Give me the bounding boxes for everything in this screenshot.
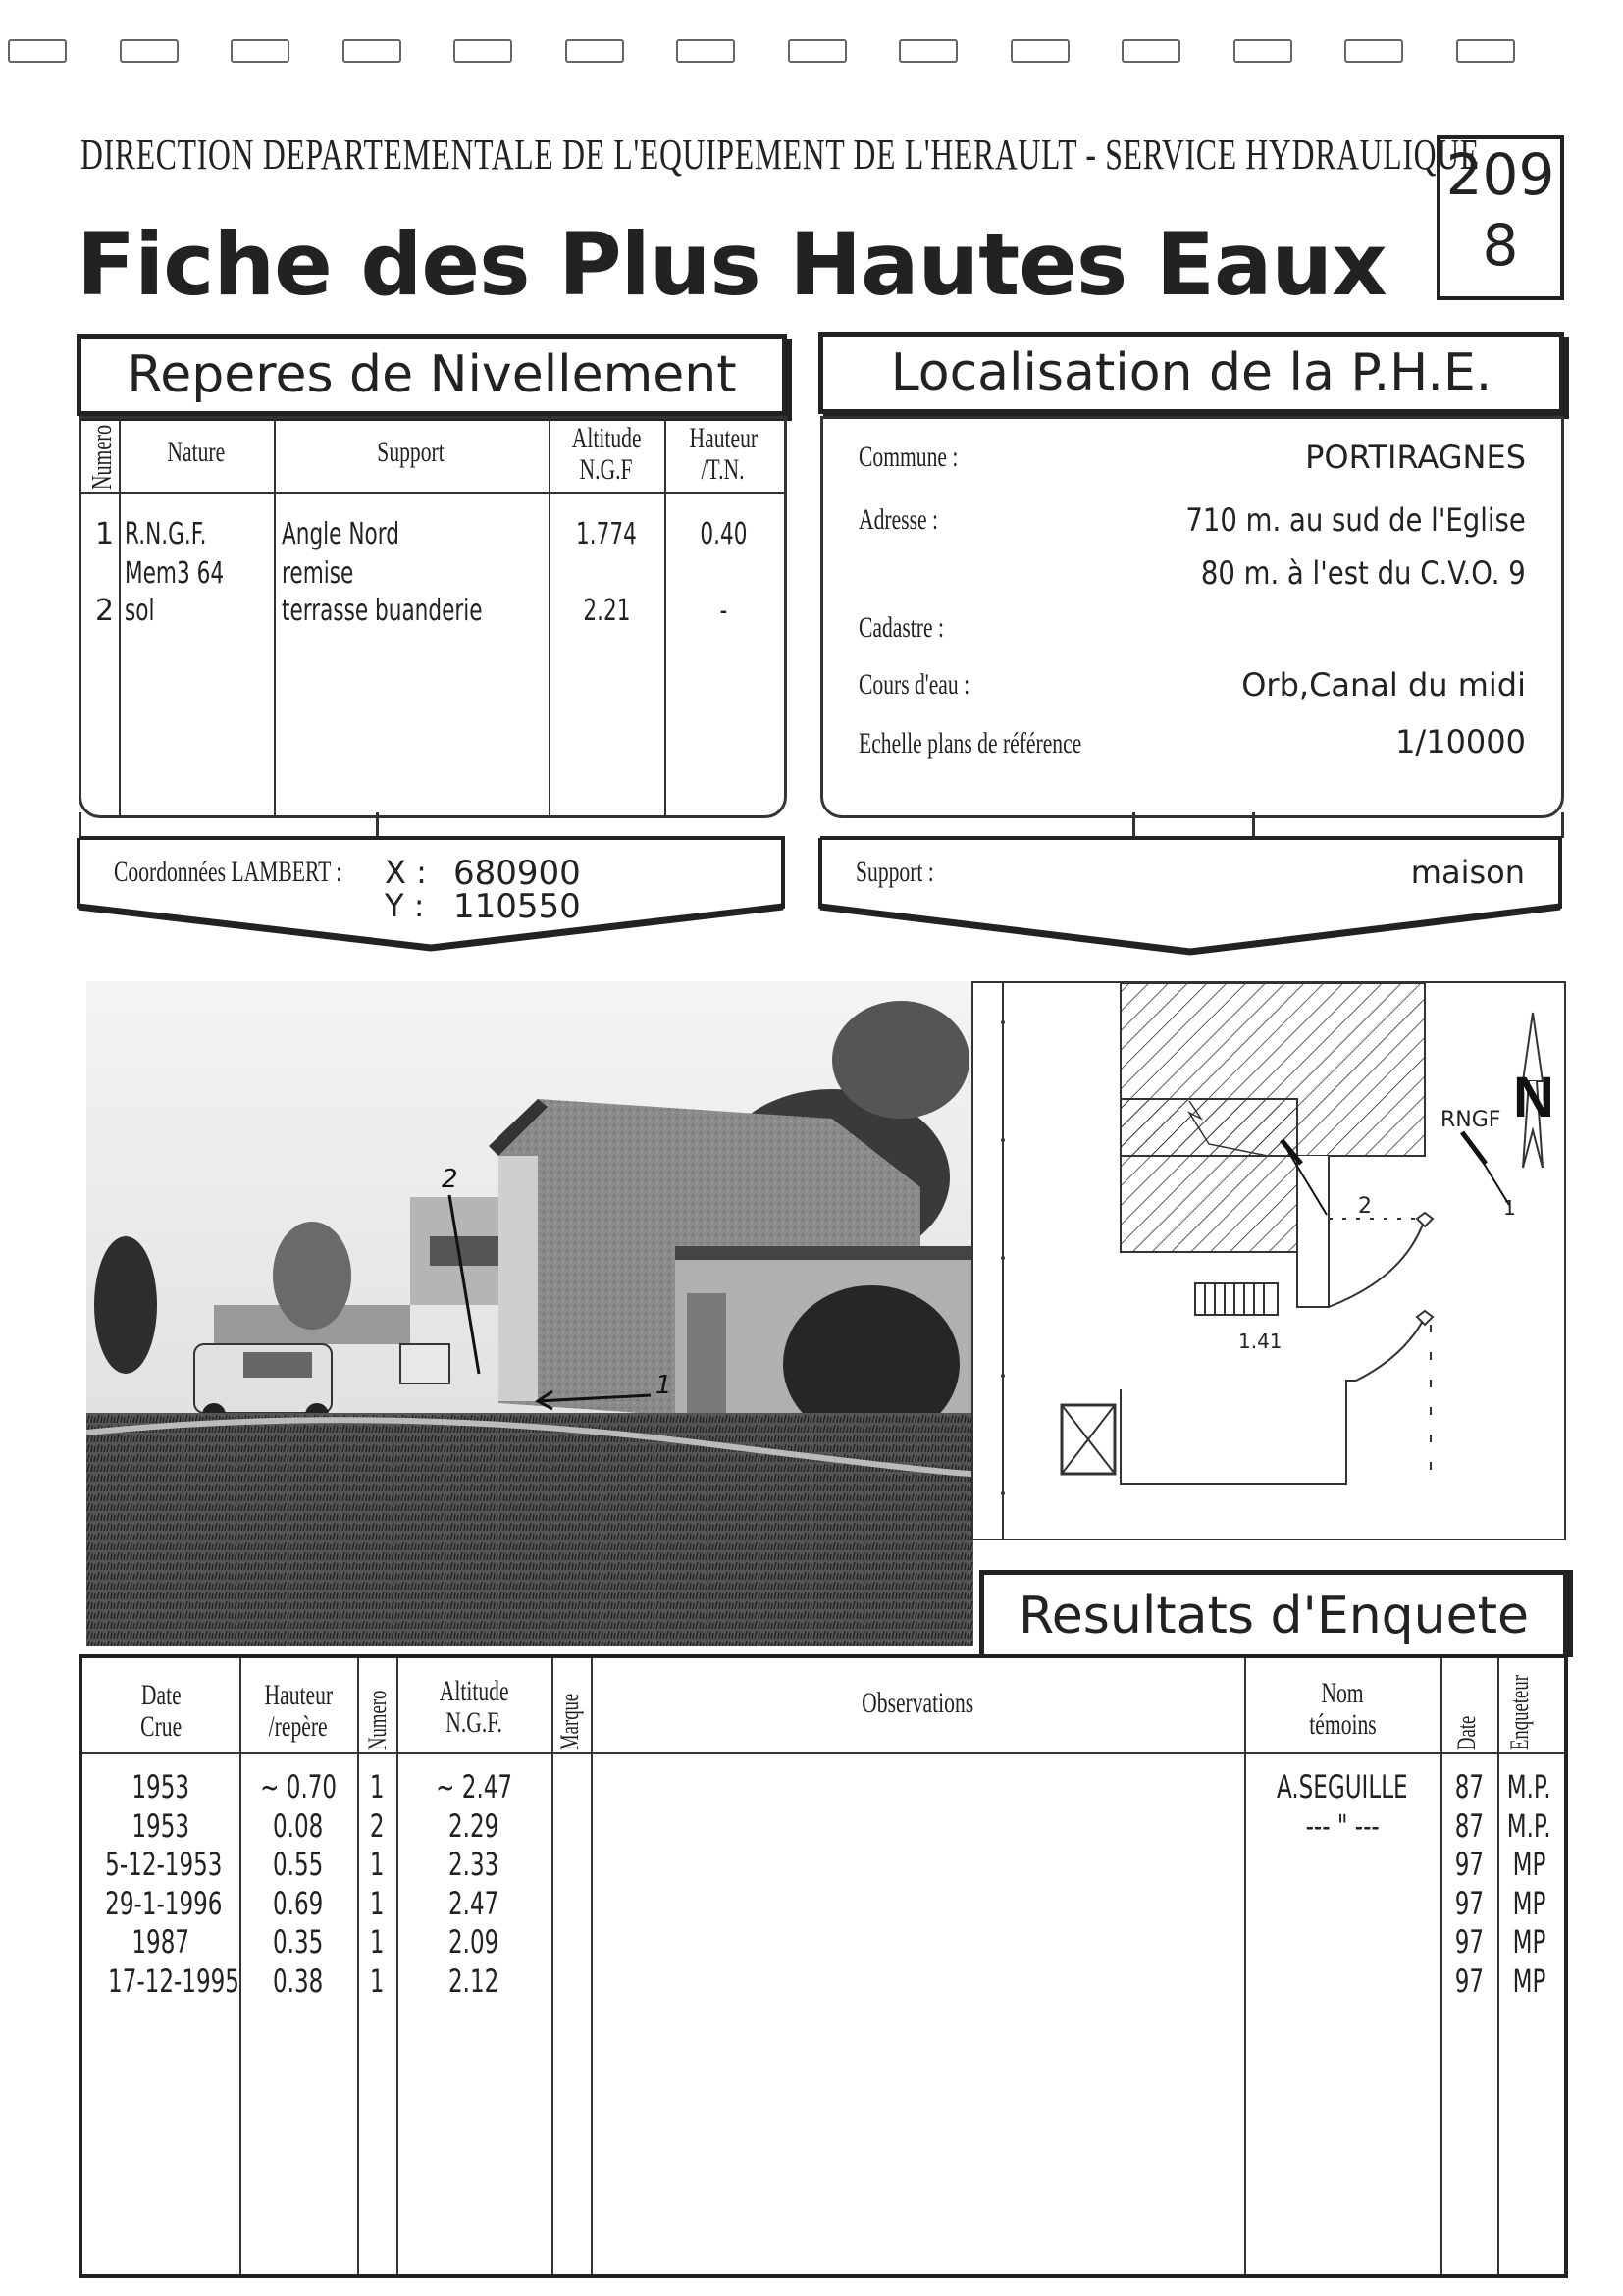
result-cell-altitude: 2.47 <box>448 1884 499 1922</box>
result-cell-nom <box>1244 1923 1440 1961</box>
repere-1-altitude: 1.774 <box>576 517 637 551</box>
result-cell-enqueteur: M.P. <box>1506 1768 1551 1805</box>
lambert-x-label: X : <box>385 854 427 891</box>
binder-hole <box>1456 39 1515 63</box>
result-cell-date: 17-12-1995 <box>108 1961 239 2000</box>
plan-dimension: 1.41 <box>1238 1330 1283 1353</box>
adresse-label: Adresse : <box>859 503 938 536</box>
commune-value: PORTIRAGNES <box>1305 439 1526 476</box>
result-cell-numero: 2 <box>369 1806 385 1845</box>
result-cell-date: 1953 <box>131 1806 190 1845</box>
res-col-nom: Nom témoins <box>1308 1677 1377 1741</box>
col-support: Support <box>377 436 445 468</box>
result-cell-date_enq: 97 <box>1454 1884 1484 1922</box>
result-cell-numero: 1 <box>369 1768 385 1805</box>
result-cell-altitude: 2.09 <box>448 1923 499 1960</box>
support-box <box>818 836 1564 958</box>
result-cell-hauteur: 0.08 <box>273 1806 324 1845</box>
result-cell-hauteur: 0.38 <box>273 1961 324 2000</box>
connector-left <box>79 812 379 838</box>
binder-hole <box>676 39 735 63</box>
localisation-box <box>820 416 1564 818</box>
binder-hole <box>1122 39 1180 63</box>
site-plan <box>971 981 1566 1540</box>
photo-mark-2: 2 <box>442 1165 458 1194</box>
connector-right-a <box>1132 812 1253 838</box>
plan-mark-2: 2 <box>1358 1194 1372 1219</box>
localisation-title: Localisation de la P.H.E. <box>818 332 1564 414</box>
col-hauteur: Hauteur /T.N. <box>689 422 758 486</box>
binder-hole <box>120 39 179 63</box>
repere-2-nature: sol <box>125 594 155 628</box>
binder-hole <box>565 39 624 63</box>
result-cell-hauteur: 0.55 <box>273 1846 324 1883</box>
plan-mark-1: 1 <box>1503 1196 1516 1220</box>
resultats-table <box>79 1654 1568 2278</box>
result-cell-enqueteur: MP <box>1512 1846 1545 1883</box>
sheet-code-bottom: 8 <box>1482 212 1519 279</box>
col-numero: Numero <box>87 424 118 490</box>
connector-right-b <box>1252 812 1564 838</box>
result-cell-nom <box>1244 1962 1440 2001</box>
result-cell-date_enq: 97 <box>1454 1923 1484 1960</box>
res-col-observations: Observations <box>862 1687 973 1719</box>
result-cell-altitude: ~ 2.47 <box>436 1768 512 1805</box>
adresse-line-2: 80 m. à l'est du C.V.O. 9 <box>1201 554 1526 592</box>
result-cell-altitude: 2.33 <box>448 1846 499 1883</box>
repere-1-nature: R.N.G.F. Mem3 64 <box>125 517 225 591</box>
binder-hole <box>1344 39 1403 63</box>
binder-hole <box>342 39 401 63</box>
result-cell-numero: 1 <box>369 1961 385 2000</box>
result-cell-date: 29-1-1996 <box>105 1884 223 1922</box>
col-altitude: Altitude N.G.F <box>571 422 642 486</box>
reperes-table <box>79 416 787 818</box>
result-cell-nom: A.SEGUILLE <box>1277 1768 1408 1805</box>
binder-hole <box>453 39 512 63</box>
adresse-line-1: 710 m. au sud de l'Eglise <box>1185 501 1526 539</box>
echelle-value: 1/10000 <box>1395 723 1526 760</box>
sheet-code-top: 209 <box>1445 141 1555 208</box>
repere-1-support: Angle Nord remise <box>282 517 399 591</box>
lambert-x-value: 680900 <box>453 854 581 893</box>
page-title: Fiche des Plus Hautes Eaux <box>77 214 1387 315</box>
result-cell-date_enq: 87 <box>1454 1806 1484 1845</box>
res-col-enqueteur: Enqueteur <box>1505 1675 1534 1750</box>
result-cell-numero: 1 <box>369 1923 385 1960</box>
binder-hole <box>788 39 847 63</box>
repere-2-hauteur: - <box>719 594 727 628</box>
result-cell-date_enq: 97 <box>1454 1846 1484 1883</box>
repere-1-numero: 1 <box>95 517 115 551</box>
repere-1-hauteur: 0.40 <box>699 517 748 551</box>
binder-holes <box>0 39 1623 63</box>
result-cell-enqueteur: MP <box>1512 1923 1545 1960</box>
result-cell-date: 1953 <box>131 1768 190 1805</box>
res-col-numero: Numero <box>363 1690 392 1750</box>
binder-hole <box>8 39 67 63</box>
cadastre-label: Cadastre : <box>859 611 944 644</box>
result-cell-enqueteur: MP <box>1512 1961 1545 2000</box>
col-nature: Nature <box>167 436 226 468</box>
lambert-label: Coordonnées LAMBERT : <box>114 856 342 888</box>
site-photograph <box>86 981 973 1646</box>
result-cell-date_enq: 97 <box>1454 1961 1484 2000</box>
photo-mark-1: 1 <box>655 1371 672 1400</box>
support-value: maison <box>1410 854 1525 891</box>
echelle-label: Echelle plans de référence <box>859 727 1082 759</box>
res-col-marque: Marque <box>555 1693 584 1750</box>
result-cell-date: 1987 <box>131 1923 190 1960</box>
result-cell-numero: 1 <box>369 1846 385 1883</box>
result-cell-hauteur: ~ 0.70 <box>260 1768 337 1805</box>
result-cell-hauteur: 0.35 <box>273 1923 324 1960</box>
binder-hole <box>899 39 958 63</box>
result-cell-nom <box>1244 1885 1440 1923</box>
result-cell-date_enq: 87 <box>1454 1768 1484 1805</box>
result-cell-altitude: 2.29 <box>448 1806 499 1845</box>
binder-hole <box>231 39 289 63</box>
binder-hole <box>1233 39 1292 63</box>
reperes-title: Reperes de Nivellement <box>77 334 787 416</box>
result-cell-nom: --- " --- <box>1305 1806 1380 1845</box>
result-cell-date: 5-12-1953 <box>105 1846 223 1883</box>
support-label: Support : <box>856 856 934 888</box>
res-col-date: Date Crue <box>139 1679 182 1743</box>
plan-rngf: RNGF <box>1440 1108 1501 1132</box>
repere-2-numero: 2 <box>95 594 115 628</box>
agency-header: DIRECTION DEPARTEMENTALE DE L'EQUIPEMENT DE L'HERAULT - SERVICE HYDRAULIQUE <box>80 130 1480 179</box>
res-col-date-enquete: Date <box>1452 1715 1481 1750</box>
res-col-hauteur: Hauteur /repère <box>264 1679 333 1743</box>
res-col-altitude: Altitude N.G.F. <box>439 1675 509 1739</box>
resultats-title: Resultats d'Enquete <box>979 1570 1568 1657</box>
result-cell-altitude: 2.12 <box>448 1961 499 2000</box>
result-cell-enqueteur: M.P. <box>1506 1806 1551 1845</box>
repere-2-support: terrasse buanderie <box>282 594 483 628</box>
cours-eau-value: Orb,Canal du midi <box>1241 666 1526 704</box>
lambert-box <box>77 836 785 954</box>
lambert-y-value: 110550 <box>453 887 581 926</box>
result-cell-nom <box>1244 1846 1440 1884</box>
binder-hole <box>1011 39 1070 63</box>
commune-label: Commune : <box>859 441 959 473</box>
lambert-y-label: Y : <box>385 887 425 924</box>
repere-2-altitude: 2.21 <box>582 594 631 628</box>
result-cell-enqueteur: MP <box>1512 1884 1545 1922</box>
sheet-code-box <box>1437 135 1564 300</box>
result-cell-numero: 1 <box>369 1884 385 1922</box>
cours-eau-label: Cours d'eau : <box>859 668 970 701</box>
plan-north: N <box>1513 1066 1554 1129</box>
result-cell-hauteur: 0.69 <box>273 1884 324 1922</box>
